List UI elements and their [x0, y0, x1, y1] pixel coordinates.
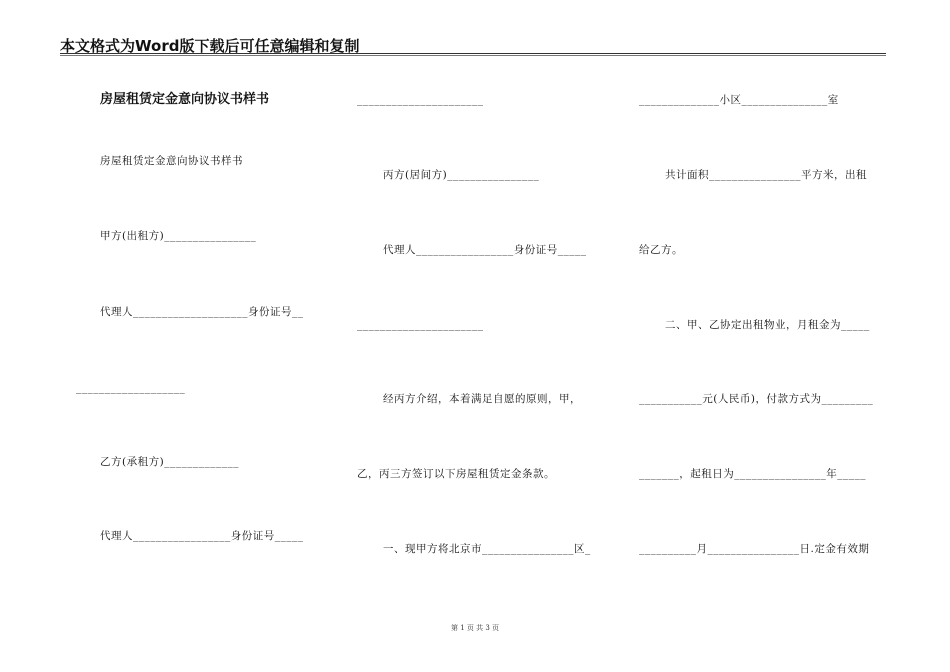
- agent-a-line: 代理人____________________身份证号__: [100, 306, 304, 318]
- col2-blank-line-2: ______________________: [357, 319, 484, 331]
- intro-paragraph-cont: 乙，丙三方签订以下房屋租赁定金条款。: [357, 468, 555, 480]
- party-b-line: 乙方(承租方)_____________: [100, 456, 239, 468]
- party-a-line: 甲方(出租方)________________: [100, 230, 257, 242]
- header-rule-secondary: [60, 55, 886, 56]
- clause-2: 二、甲、乙协定出租物业，月租金为_____: [665, 319, 870, 331]
- doc-subtitle: 房屋租赁定金意向协议书样书: [100, 155, 243, 167]
- lease-to-b-line: 给乙方。: [639, 244, 683, 256]
- agent-a-continuation: ___________________: [76, 382, 186, 394]
- doc-title: 房屋租赁定金意向协议书样书: [100, 92, 270, 107]
- header-banner: 本文格式为Word版下载后可任意编辑和复制: [60, 37, 360, 55]
- agent-b-line: 代理人_________________身份证号_____: [100, 530, 304, 542]
- area-line: 共计面积________________平方米，出租: [665, 169, 867, 181]
- intro-paragraph: 经丙方介绍，本着满足自愿的原则，甲，: [383, 393, 581, 405]
- month-day-line: __________月________________日.定金有效期: [639, 543, 870, 555]
- page-footer: 第 1 页 共 3 页: [450, 624, 500, 632]
- header-rule: [60, 53, 886, 54]
- party-c-line: 丙方(居间方)________________: [383, 169, 540, 181]
- rent-amount-line: ___________元(人民币)，付款方式为_________: [639, 393, 874, 405]
- community-room-line: ______________小区_______________室: [639, 94, 839, 106]
- clause-1: 一、现甲方将北京市________________区_: [383, 543, 591, 555]
- start-date-line: _______，起租日为________________年_____: [639, 468, 866, 480]
- col2-blank-line-1: ______________________: [357, 94, 484, 106]
- agent-c-line: 代理人_________________身份证号_____: [383, 244, 587, 256]
